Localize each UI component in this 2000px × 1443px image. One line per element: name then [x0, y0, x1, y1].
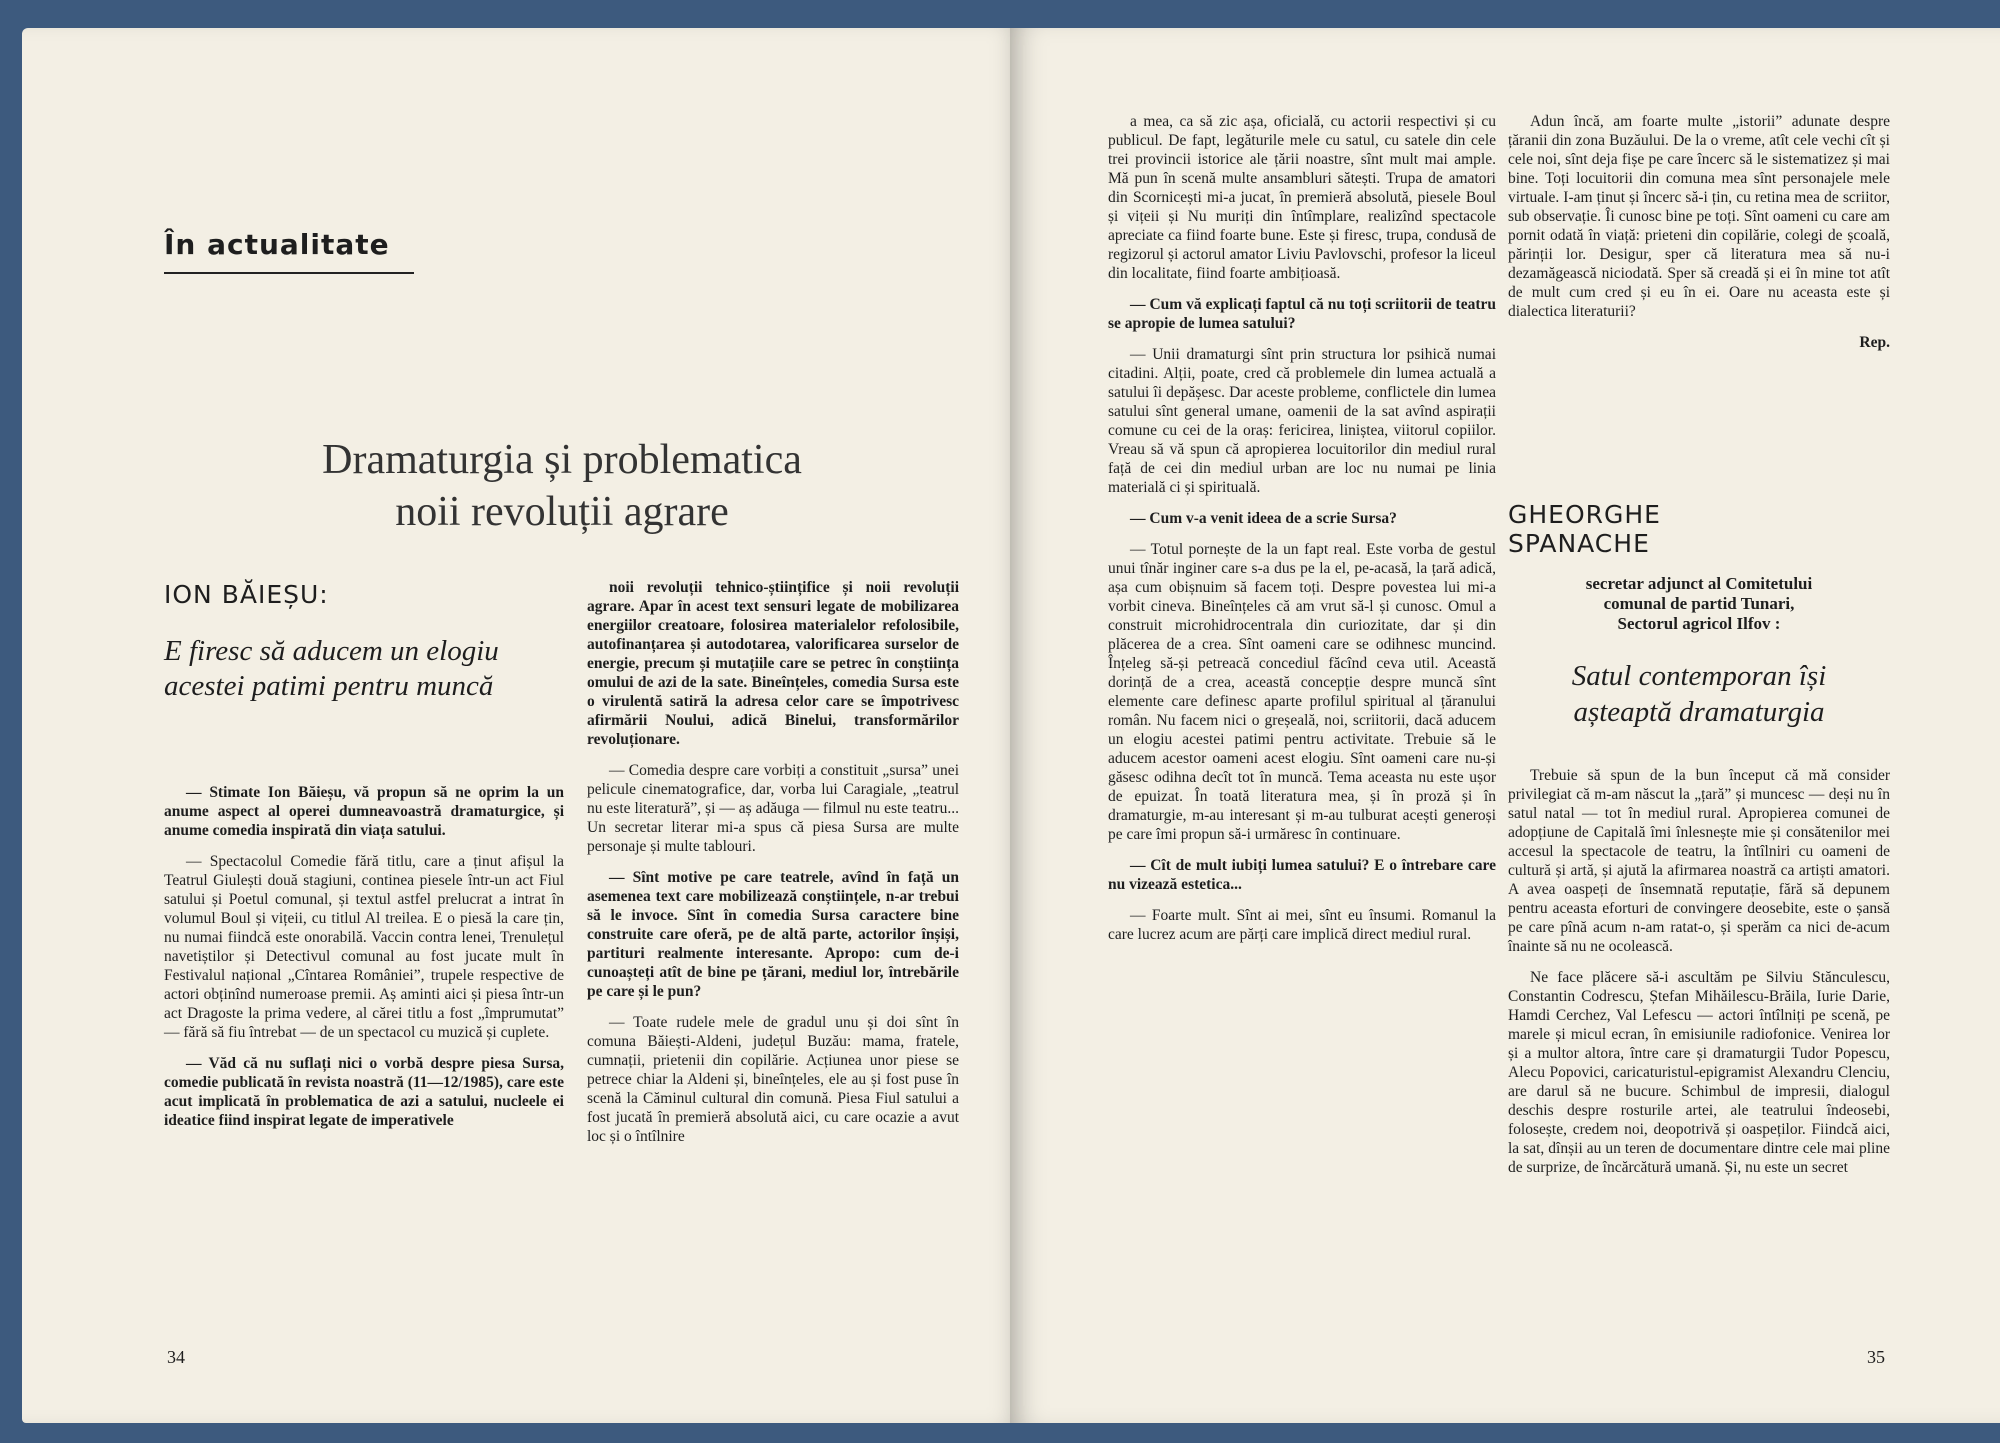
interview-answer: — Comedia despre care vorbiți a constituit „sursa” unei pelicule cinematografice, dar, vorba lui Caragiale, „teatrul nu este literatură”, și — aș adăuga — filmul nu este teatru... Un secretar literar mi-a spus că piesa Sursa are multe personaje și multe tablouri. [587, 762, 959, 855]
second-article-subtitle [1508, 658, 1890, 730]
interview-answer: — Foarte mult. Sînt ai mei, sînt eu însumi. Romanul la care lucrez acum are părți care implică direct mediul rural. [1108, 907, 1496, 943]
interview-question: noii revoluții tehnico-științifice și noii revoluții agrare. Apar în acest text sensuri legate de mobilizarea energiilor creatoare, folosirea materialelor refolosibile, autofinanțarea și autodotarea, valorificarea surselor de energie, precum și mutațiile care se petrec în conștiința omului de azi de la sate. Bineînțeles, comedia Sursa este o virulentă satiră la adresa celor care se împotrivesc afirmării Noului, adică Binelui, transformărilor revoluționare. [587, 579, 959, 748]
section-label: În actualitate [164, 228, 390, 261]
left-page [22, 28, 1020, 1423]
interview-answer: — Toate rudele mele de gradul unu și doi sînt în comuna Băiești-Aldeni, județul Buzău: mama, fratele, cumnații, prietenii din copilărie. Acțiunea unor piese se petrece chiar la Aldeni și, bineînțeles, ele au și fost puse în scenă la Căminul cultural din comună. Piesa Fiul satului a fost jucată în premieră absolută aici, cu care ocazie a avut loc și o întîlnire [587, 1014, 959, 1145]
second-subtitle-line1: Satul contemporan își [1571, 660, 1827, 692]
role-line1: secretar adjunct al Comitetului [1585, 574, 1813, 593]
interview-question: — Văd că nu suflați nici o vorbă despre piesa Sursa, comedie publicată în revista noastră (11—12/1985), care este acut implicată în problematica de azi a satului, nucleele ei ideatice fiind inspirat legate de imperativele [164, 1055, 564, 1129]
second-author-role [1508, 574, 1890, 634]
article-title-line1: Dramaturgia și problematica [322, 437, 802, 484]
section-underline [164, 272, 414, 274]
interview-answer: Ne face plăcere să-i ascultăm pe Silviu Stănculescu, Constantin Codrescu, Ștefan Mihăilescu-Brăila, Iurie Darie, Hamdi Cerchez, Val Lefescu — actori întîlniți pe scenă, pe marele și micul ecran, în emisiunile radiofonice. Venirea lor și a multor altora, între care și dramaturgii Tudor Popescu, Alecu Popovici, caricaturistul-epigramist Alexandru Clenciu, are darul să ne bucure. Schimbul de impresii, dialogul deschis despre rosturile artei, ale teatrului îndeosebi, folosește, credem noi, deopotrivă și oaspeților. Fiindcă aici, la sat, dînșii au un teren de documentare dintre cele mai pline de surprize, de încărcătură umană. Și, nu este un secret [1508, 969, 1890, 1176]
interview-question: — Cît de mult iubiți lumea satului? E o întrebare care nu vizează estetica... [1108, 857, 1496, 893]
second-subtitle-line2: așteaptă dramaturgia [1573, 696, 1825, 728]
second-author-line2: SPANACHE [1508, 529, 1650, 558]
interview-answer: — Totul pornește de la un fapt real. Este vorba de gestul unui tînăr inginer care s-a dus pe la el, pe-acasă, la țară adică, așa cum obișnuim să facem toți. Despre povestea lui mi-a vorbit cineva. Bineînțeles că am vrut să-l și cunosc. Omul a construit microhidrocentrala din curiozitate, dar și din plăcerea de a crea. Sînt oameni care se odihnesc muncind. Înțeleg să-și petreacă concediul făcînd ceva util. Această dorință de a crea, această concepție despre muncă sînt elemente care definesc aparte profilul spiritual al țăranului român. Nu facem nici o greșeală, noi, scriitorii, dacă aducem un elogiu acestei patimi pentru activitate. Trebuie să le aducem acestor oameni acest elogiu. Sînt oameni care nu-și găsesc odihna decît tot în muncă. Tema aceasta nu este ușor de epuizat. În toată literatura mea, și în proză și în dramaturgie, m-au interesant și m-au tulburat acești generoși pe care îmi propun să-i urmăresc în continuare. [1108, 541, 1496, 843]
page-number-right: 35 [1867, 1347, 1885, 1367]
signature: Rep. [1859, 334, 1890, 351]
article-title [172, 434, 952, 538]
second-author-line1: GHEORGHE [1508, 500, 1661, 529]
interview-answer: Trebuie să spun de la bun început că mă consider privilegiat că m-am născut la „țară” și muncesc — deși nu în satul natal — tot în mediul rural. Apropierea comunei de adopțiune de Capitală îmi înlesnește mie și consătenilor mei accesul la spectacole de teatru, la întîlniri cu oameni de cultură și artă, și ajută la afirmarea noastră ca artiști amatori. A avea oaspeți de însemnată reputație, fără să depunem pentru aceasta eforturi de convingere deosebite, este o șansă pe care pînă acum n-am ratat-o, și sperăm ca nici de-acum înainte să nu ne ocolească. [1508, 767, 1890, 955]
text-column-2 [587, 578, 959, 1158]
text-column-1 [164, 783, 564, 1142]
page-number-left: 34 [167, 1347, 185, 1367]
text-column-3 [1108, 112, 1496, 956]
text-column-4-lower [1508, 766, 1890, 1189]
interview-answer: Adun încă, am foarte multe „istorii” adunate despre țăranii din zona Buzăului. De la o vreme, atît cele vechi cît și cele noi, sînt deja fișe pe care încerc să le sistematizez și mai bine. Toți locuitorii din comuna mea sînt personajele mele virtuale. I-am ținut și încerc să-i țin, cu retina mea de scriitor, sub observație. Îi cunosc bine pe toți. Sînt oameni cu care am pornit odată în viață: prieteni din copilărie, colegi de școală, părinții lor. Desigur, sper că literatura mea să nu-i dezamăgească niciodată. Sper să creadă și ei în mine tot atît de mult cum cred și eu în ei. Oare nu aceasta este și dialectica literaturii? [1508, 113, 1890, 320]
interview-answer: a mea, ca să zic așa, oficială, cu actorii respectivi și cu publicul. De fapt, legăturile mele cu satul, cu satele din cele trei provincii istorice ale țării noastre, sînt mult mai ample. Mă pun în scenă multe ansambluri sătești. Trupa de amatori din Scornicești mi-a jucat, în premieră absolută, piesele Boul și vițeii și Nu muriți din întîmplare, realizînd spectacole apreciate ca fiind foarte bune. Este și firesc, trupa, condusă de regizorul și actorul amator Liviu Pavlovschi, profesor la liceul din localitate, fiind foarte ambițioasă. [1108, 113, 1496, 282]
text-column-4 [1508, 112, 1890, 364]
interview-answer: — Spectacolul Comedie fără titlu, care a ținut afișul la Teatrul Giulești două stagiuni, continea piesele într-un act Fiul satului și Poetul comunal, și textul astfel prelucrat a intrat în volumul Boul și vițeii, cu titlul Al treilea. E o piesă la care țin, nu numai fiindcă este onorabilă. Vaccin contra lenei, Trenulețul navetiștilor și Detectivul comunal au fost jucate mult în Festivalul național „Cîntarea României”, trupele respective de actori obținînd numeroase premii. Aș aminti aici și piesa într-un act Dragoste la prima vedere, al cărei titlu a fost „împrumutat” — fără să fiu întrebat — de un spectacol cu muzică și cuplete. [164, 853, 564, 1041]
text-column-4-body [1508, 112, 1890, 321]
interviewee-name: ION BĂIEȘU: [164, 580, 329, 609]
interview-question: — Sînt motive pe care teatrele, avînd în față un asemenea text care mobilizează conștiințele, n-ar trebui să le invoce. Sînt în comedia Sursa caractere bine construite care oferă, pe de altă parte, actorilor înșiși, partituri realmente interesante. Apropo: cum de-i cunoașteți atît de bine pe țărani, mediul lor, întrebările pe care și le pun? [587, 869, 959, 1000]
interview-question: — Cum vă explicați faptul că nu toți scriitorii de teatru se apropie de lumea satului? [1108, 296, 1496, 332]
interview-question: — Cum v-a venit ideea de a scrie Sursa? [1130, 510, 1397, 527]
role-line2: comunal de partid Tunari, [1603, 594, 1795, 613]
role-line3: Sectorul agricol Ilfov : [1617, 614, 1781, 633]
interview-answer: — Unii dramaturgi sînt prin structura lor psihică numai citadini. Alții, poate, cred că problemele din lumea actuală a satului îi depășesc. Dar aceste probleme, conflictele din lumea satului sînt general umane, oamenii de la sat avînd aspirații comune cu cei de la oraș: fericirea, liniștea, viitorul copiilor. Vreau să vă spun că apropierea locuitorilor din mediul rural față de cei din mediul urban are loc nu numai pe linia materială ci și spirituală. [1108, 346, 1496, 496]
interview-question: — Stimate Ion Băieșu, vă propun să ne oprim la un anume aspect al operei dumneavoastră dramaturgice, și anume comedia inspirată din viața satului. [164, 784, 564, 839]
right-page [1010, 28, 2000, 1423]
second-author-name [1508, 500, 1661, 558]
interview-subtitle: E firesc să aducem un elogiu acestei patimi pentru muncă [164, 635, 499, 702]
article-title-line2: noii revoluții agrare [395, 489, 729, 536]
